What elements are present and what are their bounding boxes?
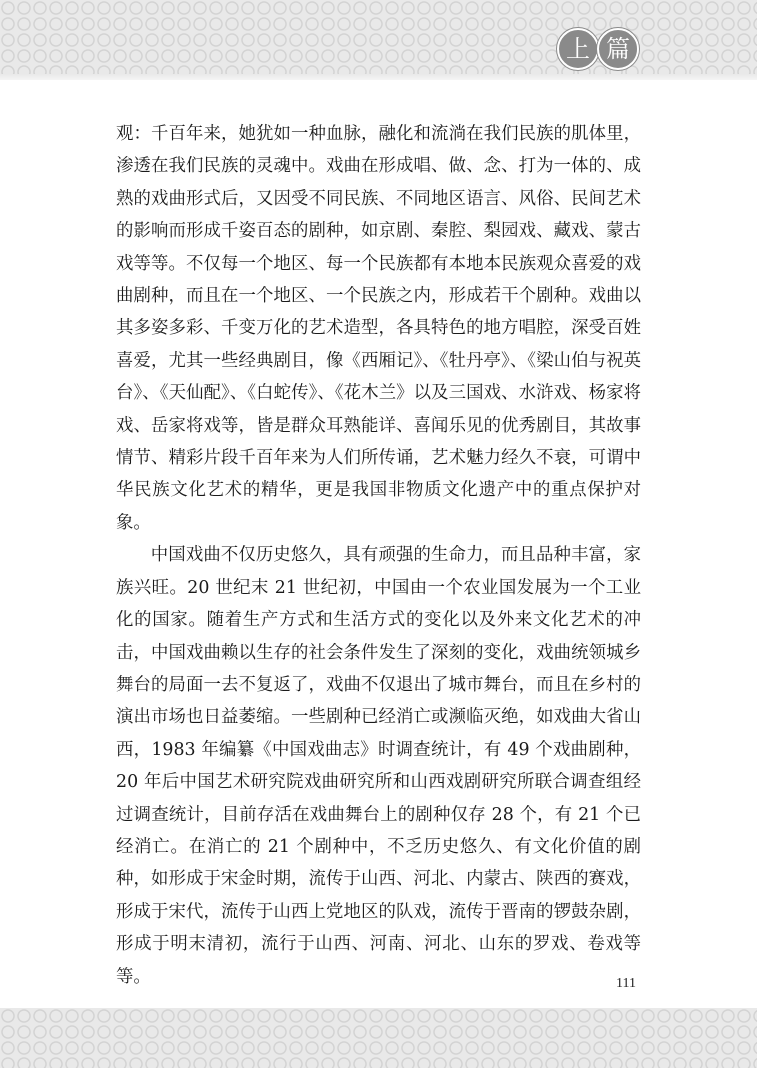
- paragraph: 观：千百年来，她犹如一种血脉，融化和流淌在我们民族的肌体里，渗透在我们民族的灵魂中。戏曲在形成唱、做、念、打为一体的、成熟的戏曲形式后，又因受不同民族、不同地区语言、风俗、民间艺术的影响而形成千姿百态的剧种，如京剧、秦腔、梨园戏、藏戏、蒙古戏等等。不仅每一个地区、每一个民族都有本地本民族观众喜爱的戏曲剧种，而且在一个地区、一个民族之内，形成若干个剧种。戏曲以其多姿多彩、千变万化的艺术造型，各具特色的地方唱腔，深受百姓喜爱，尤其一些经典剧目，像《西厢记》、《牡丹亭》、《梁山伯与祝英台》、《天仙配》、《白蛇传》、《花木兰》以及三国戏、水浒戏、杨家将戏、岳家将戏等，皆是群众耳熟能详、喜闻乐见的优秀剧目，其故事情节、精彩片段千百年来为人们所传诵，艺术魅力经久不衰，可谓中华民族文化艺术的精华，更是我国非物质文化遗产中的重点保护对象。: [116, 124, 641, 533]
- page-body: [116, 118, 641, 993]
- badge-char-2: 篇: [597, 28, 639, 70]
- paragraph: 中国戏曲不仅历史悠久，具有顽强的生命力，而且品种丰富，家族兴旺。20 世纪末 21 世纪初，中国由一个农业国发展为一个工业化的国家。随着生产方式和生活方式的变化以及外来文化艺术的冲击，中国戏曲赖以生存的社会条件发生了深刻的变化，戏曲统领城乡舞台的局面一去不复返了，戏曲不仅退出了城市舞台，而且在乡村的演出市场也日益萎缩。一些剧种已经消亡或濒临灭绝，如戏曲大省山西，1983 年编纂《中国戏曲志》时调查统计，有 49 个戏曲剧种，20 年后中国艺术研究院戏曲研究所和山西戏剧研究所联合调查组经过调查统计，目前存活在戏曲舞台上的剧种仅存 28 个，有 21 个已经消亡。在消亡的 21 个剧种中，不乏历史悠久、有文化价值的剧种，如形成于宋金时期，流传于山西、河北、内蒙古、陕西的赛戏，形成于宋代，流传于山西上党地区的队戏，流传于晋南的锣鼓杂剧，形成于明末清初，流行于山西、河南、河北、山东的罗戏、卷戏等等。: [116, 545, 641, 987]
- header-pattern-band: [0, 0, 757, 80]
- footer-pattern-band: [0, 1008, 757, 1068]
- page-number: 111: [616, 976, 636, 991]
- badge-char-1: 上: [557, 28, 599, 70]
